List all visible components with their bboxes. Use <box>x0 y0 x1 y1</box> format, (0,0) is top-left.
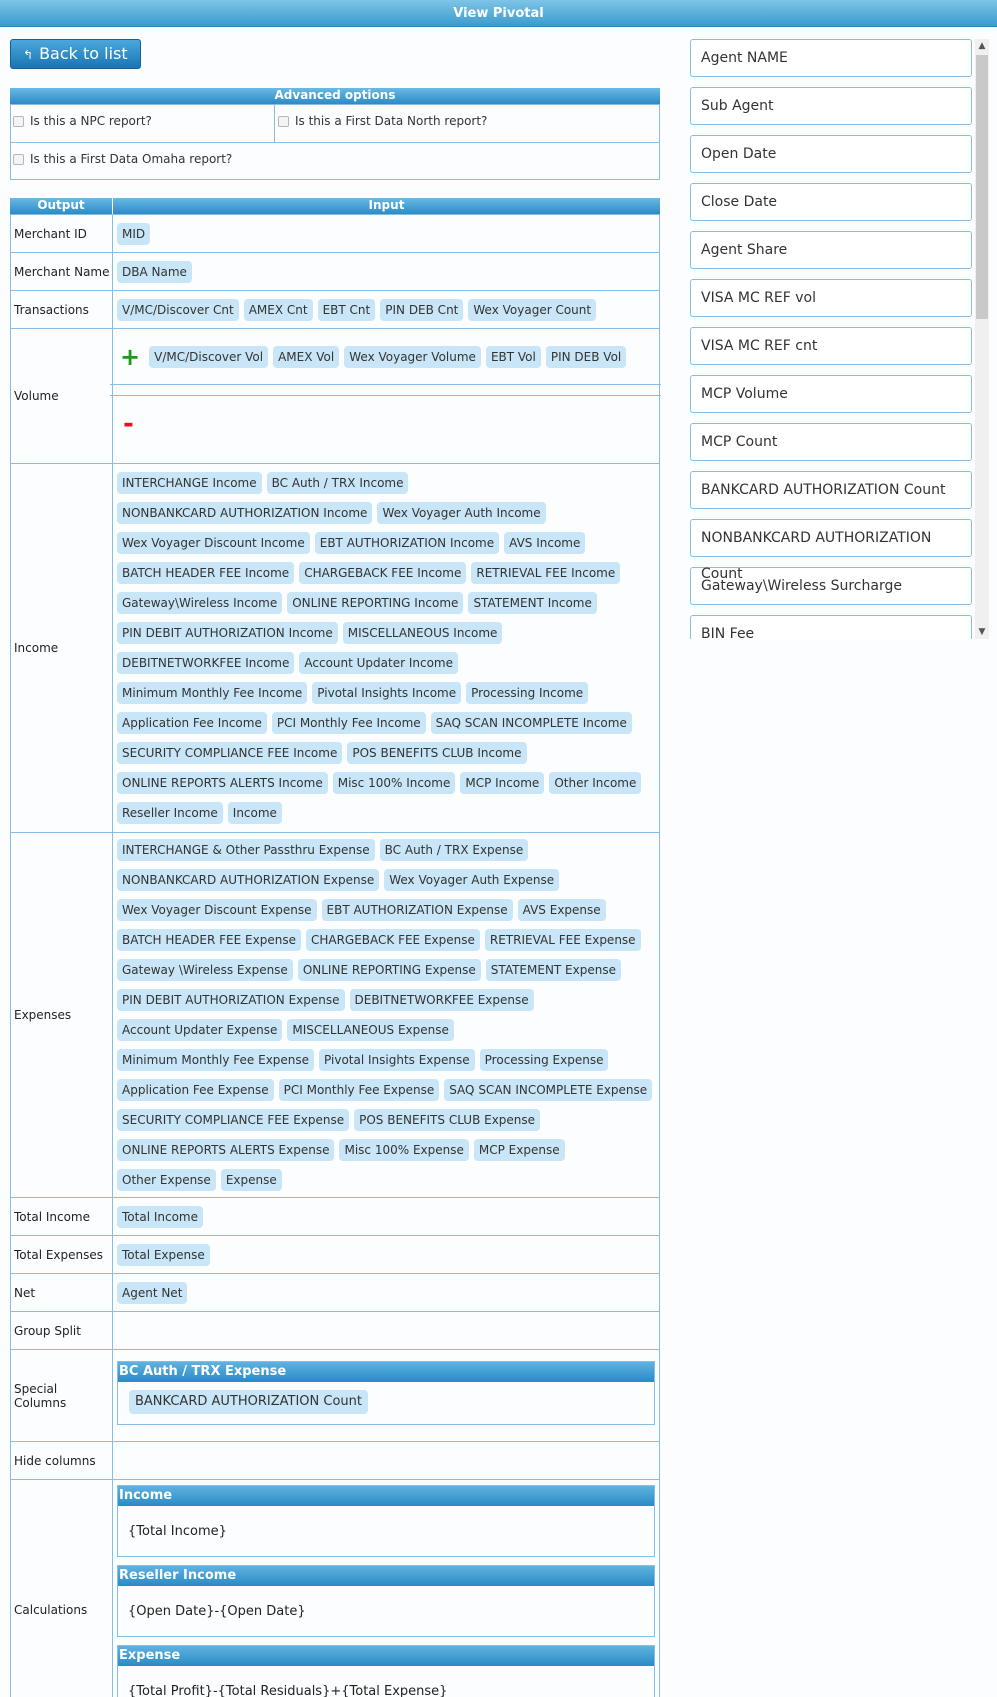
row-total-income <box>11 1198 660 1236</box>
chip[interactable]: Other Expense <box>117 1169 216 1191</box>
calc-panel-reseller-income <box>117 1565 655 1637</box>
row-volume <box>11 329 660 464</box>
chip[interactable]: DEBITNETWORKFEE Income <box>117 652 294 674</box>
chip[interactable]: AMEX Vol <box>273 346 339 368</box>
chip[interactable]: Expense <box>221 1169 282 1191</box>
chip[interactable]: AVS Expense <box>518 899 606 921</box>
chip[interactable]: ONLINE REPORTS ALERTS Expense <box>117 1139 334 1161</box>
npc-report-option[interactable] <box>13 114 152 128</box>
chip[interactable]: Reseller Income <box>117 802 223 824</box>
chip[interactable]: EBT Vol <box>486 346 541 368</box>
npc-report-label: Is this a NPC report? <box>30 114 152 128</box>
row-transactions <box>11 291 660 329</box>
chip[interactable]: Misc 100% Income <box>333 772 456 794</box>
row-expenses <box>11 833 660 1198</box>
pivot-mapping-table <box>10 214 660 1697</box>
chip[interactable]: PCI Monthly Fee Expense <box>279 1079 440 1101</box>
field-list-item[interactable]: VISA MC REF cnt <box>690 327 972 365</box>
chip[interactable]: NONBANKCARD AUTHORIZATION Expense <box>117 869 379 891</box>
chip[interactable]: EBT AUTHORIZATION Income <box>315 532 499 554</box>
chip[interactable]: MID <box>117 223 150 245</box>
row-hide-columns <box>11 1442 660 1480</box>
row-label: Merchant ID <box>11 215 113 253</box>
row-special-columns <box>11 1350 660 1442</box>
chip[interactable]: EBT Cnt <box>318 299 376 321</box>
drop-zone[interactable] <box>113 215 660 253</box>
output-column-header <box>10 198 112 214</box>
row-total-expenses <box>11 1236 660 1274</box>
drop-zone[interactable] <box>113 1312 660 1350</box>
chip[interactable]: RETRIEVAL FEE Income <box>471 562 620 584</box>
panel-title: Reseller Income <box>118 1566 654 1586</box>
chip[interactable]: Processing Expense <box>480 1049 609 1071</box>
field-list-item[interactable]: VISA MC REF vol <box>690 279 972 317</box>
chip[interactable]: STATEMENT Income <box>468 592 596 614</box>
panel-title: Income <box>118 1486 654 1506</box>
chip[interactable]: Account Updater Income <box>299 652 458 674</box>
chip[interactable]: INTERCHANGE Income <box>117 472 262 494</box>
field-list-item[interactable]: BANKCARD AUTHORIZATION Count <box>690 471 972 509</box>
chip[interactable]: INTERCHANGE & Other Passthru Expense <box>117 839 375 861</box>
chip[interactable]: Wex Voyager Discount Expense <box>117 899 317 921</box>
chip[interactable]: BATCH HEADER FEE Expense <box>117 929 301 951</box>
chip[interactable]: SAQ SCAN INCOMPLETE Expense <box>444 1079 652 1101</box>
calc-panel-income <box>117 1485 655 1557</box>
back-to-list-button[interactable] <box>10 39 141 69</box>
field-list-item[interactable]: Open Date <box>690 135 972 173</box>
chip[interactable]: Pivotal Insights Expense <box>319 1049 475 1071</box>
field-list-item[interactable]: MCP Volume <box>690 375 972 413</box>
chip[interactable]: Total Income <box>117 1206 203 1228</box>
chip[interactable]: ONLINE REPORTING Expense <box>298 959 481 981</box>
chip[interactable]: Application Fee Expense <box>117 1079 274 1101</box>
chip[interactable]: DBA Name <box>117 261 192 283</box>
row-merchant-name <box>11 253 660 291</box>
chip[interactable]: Application Fee Income <box>117 712 267 734</box>
drop-zone[interactable] <box>113 1274 660 1312</box>
chip[interactable]: MISCELLANEOUS Expense <box>287 1019 453 1041</box>
row-label: Transactions <box>11 291 113 329</box>
drop-zone[interactable] <box>113 464 660 833</box>
advanced-options-header <box>10 88 660 104</box>
chip[interactable]: EBT AUTHORIZATION Expense <box>322 899 513 921</box>
chip[interactable]: PCI Monthly Fee Income <box>272 712 426 734</box>
chip[interactable]: Wex Voyager Count <box>468 299 596 321</box>
field-list-item[interactable]: MCP Count <box>690 423 972 461</box>
calc-panel-expense <box>117 1645 655 1697</box>
chip[interactable]: Gateway\Wireless Income <box>117 592 282 614</box>
row-label: Expenses <box>11 833 113 1198</box>
field-list-item[interactable]: BIN Fee <box>690 615 972 639</box>
chip[interactable]: BC Auth / TRX Expense <box>380 839 529 861</box>
row-label: Net <box>11 1274 113 1312</box>
calc-formula[interactable]: {Total Profit}-{Total Residuals}+{Total Expense} <box>128 1683 448 1697</box>
field-list-item[interactable]: Close Date <box>690 183 972 221</box>
npc-report-checkbox[interactable] <box>13 116 24 127</box>
field-list-item[interactable]: NONBANKCARD AUTHORIZATION <box>690 519 972 557</box>
chip[interactable]: DEBITNETWORKFEE Expense <box>350 989 534 1011</box>
chip[interactable]: PIN DEB Cnt <box>380 299 463 321</box>
row-merchant-id <box>11 215 660 253</box>
row-label: Calculations <box>11 1480 113 1697</box>
row-label: Total Income <box>11 1198 113 1236</box>
chip[interactable]: Wex Voyager Auth Expense <box>384 869 559 891</box>
chip[interactable]: Income <box>228 802 282 824</box>
window-title-bar <box>0 0 997 27</box>
chip[interactable]: MCP Income <box>460 772 544 794</box>
advanced-options-title: Advanced options <box>274 88 396 102</box>
calculations-cell <box>113 1480 660 1697</box>
panel-title: BC Auth / TRX Expense <box>118 1362 654 1382</box>
volume-gap <box>110 385 661 396</box>
chip[interactable]: BATCH HEADER FEE Income <box>117 562 294 584</box>
chip[interactable]: NONBANKCARD AUTHORIZATION Income <box>117 502 372 524</box>
field-list-item[interactable]: Agent NAME <box>690 39 972 77</box>
chip[interactable]: PIN DEBIT AUTHORIZATION Income <box>117 622 338 644</box>
first-data-north-option[interactable] <box>278 114 487 128</box>
drop-zone[interactable] <box>113 253 660 291</box>
chip[interactable]: AVS Income <box>504 532 585 554</box>
chip[interactable]: Misc 100% Expense <box>339 1139 468 1161</box>
chip[interactable]: MCP Expense <box>474 1139 565 1161</box>
scroll-up-icon[interactable]: ▲ <box>978 41 986 51</box>
chip[interactable]: Other Income <box>549 772 641 794</box>
panel-title: Expense <box>118 1646 654 1666</box>
chip[interactable]: V/MC/Discover Cnt <box>117 299 239 321</box>
row-label: Total Expenses <box>11 1236 113 1274</box>
input-column-header <box>113 198 660 214</box>
chip[interactable]: Total Expense <box>117 1244 210 1266</box>
row-calculations <box>11 1480 660 1697</box>
drop-zone[interactable] <box>113 1236 660 1274</box>
chip[interactable]: PIN DEBIT AUTHORIZATION Expense <box>117 989 345 1011</box>
chip[interactable]: Minimum Monthly Fee Income <box>117 682 307 704</box>
special-column-panel <box>117 1361 655 1425</box>
chip[interactable]: ONLINE REPORTING Income <box>287 592 463 614</box>
volume-cell <box>113 329 660 464</box>
chip[interactable]: POS BENEFITS CLUB Income <box>347 742 526 764</box>
field-list-item[interactable]: Gateway\Wireless Surcharge <box>690 567 972 605</box>
chip[interactable]: ONLINE REPORTS ALERTS Income <box>117 772 328 794</box>
volume-add-zone[interactable] <box>110 329 661 385</box>
calc-formula[interactable]: {Open Date}-{Open Date} <box>128 1603 306 1619</box>
scroll-thumb[interactable] <box>976 55 988 319</box>
chip[interactable]: CHARGEBACK FEE Income <box>299 562 466 584</box>
field-list-scrollbar[interactable] <box>975 39 989 639</box>
first-data-omaha-option[interactable] <box>13 152 232 166</box>
calc-formula[interactable]: {Total Income} <box>128 1523 227 1539</box>
chip[interactable]: BC Auth / TRX Income <box>267 472 409 494</box>
row-label: Merchant Name <box>11 253 113 291</box>
chip[interactable]: SECURITY COMPLIANCE FEE Expense <box>117 1109 349 1131</box>
scroll-down-icon[interactable]: ▼ <box>978 627 986 637</box>
chip[interactable]: MISCELLANEOUS Income <box>343 622 503 644</box>
first-data-north-label: Is this a First Data North report? <box>295 114 488 128</box>
volume-chip-list <box>148 342 630 372</box>
first-data-north-checkbox[interactable] <box>278 116 289 127</box>
back-to-list-label: Back to list <box>39 44 128 63</box>
row-group-split <box>11 1312 660 1350</box>
chip[interactable]: Pivotal Insights Income <box>312 682 461 704</box>
output-header-label: Output <box>37 198 85 212</box>
chip[interactable]: SAQ SCAN INCOMPLETE Income <box>431 712 632 734</box>
chip[interactable]: SECURITY COMPLIANCE FEE Income <box>117 742 342 764</box>
available-fields-list[interactable] <box>690 39 990 639</box>
row-label: Hide columns <box>11 1442 113 1480</box>
drop-zone[interactable] <box>113 833 660 1198</box>
first-data-omaha-label: Is this a First Data Omaha report? <box>30 152 233 166</box>
row-label: Income <box>11 464 113 833</box>
special-columns-cell <box>113 1350 660 1442</box>
row-income <box>11 464 660 833</box>
chip[interactable]: Processing Income <box>466 682 588 704</box>
field-list-item[interactable]: Sub Agent <box>690 87 972 125</box>
chip[interactable]: Agent Net <box>117 1282 187 1304</box>
chip[interactable]: Minimum Monthly Fee Expense <box>117 1049 314 1071</box>
chip[interactable]: POS BENEFITS CLUB Expense <box>354 1109 540 1131</box>
chip[interactable]: Account Updater Expense <box>117 1019 282 1041</box>
minus-icon[interactable]: - <box>123 409 134 439</box>
first-data-omaha-checkbox[interactable] <box>13 154 24 165</box>
chip[interactable]: PIN DEB Vol <box>546 346 626 368</box>
row-label: Group Split <box>11 1312 113 1350</box>
input-header-label: Input <box>368 198 405 212</box>
divider <box>11 142 659 143</box>
chip[interactable]: STATEMENT Expense <box>486 959 621 981</box>
chip[interactable]: RETRIEVAL FEE Expense <box>485 929 641 951</box>
volume-subtract-zone[interactable] <box>113 396 659 452</box>
drop-zone[interactable] <box>113 1198 660 1236</box>
chip[interactable]: V/MC/Discover Vol <box>149 346 268 368</box>
divider <box>274 105 275 142</box>
chip[interactable]: CHARGEBACK FEE Expense <box>306 929 480 951</box>
chip[interactable]: Wex Voyager Discount Income <box>117 532 310 554</box>
panel-body[interactable] <box>118 1382 654 1424</box>
chip[interactable]: AMEX Cnt <box>244 299 313 321</box>
chip[interactable]: BANKCARD AUTHORIZATION Count <box>129 1390 368 1414</box>
return-arrow-icon: ↰ <box>23 48 34 62</box>
row-label: Volume <box>11 329 113 464</box>
window-title: View Pivotal <box>453 6 544 21</box>
drop-zone[interactable] <box>113 1442 660 1480</box>
field-list-item[interactable]: Agent Share <box>690 231 972 269</box>
plus-icon[interactable]: + <box>120 342 141 371</box>
chip[interactable]: Gateway \Wireless Expense <box>117 959 293 981</box>
chip[interactable]: Wex Voyager Volume <box>344 346 481 368</box>
row-net <box>11 1274 660 1312</box>
chip[interactable]: Wex Voyager Auth Income <box>377 502 545 524</box>
drop-zone[interactable] <box>113 291 660 329</box>
row-label: Special Columns <box>11 1350 113 1442</box>
